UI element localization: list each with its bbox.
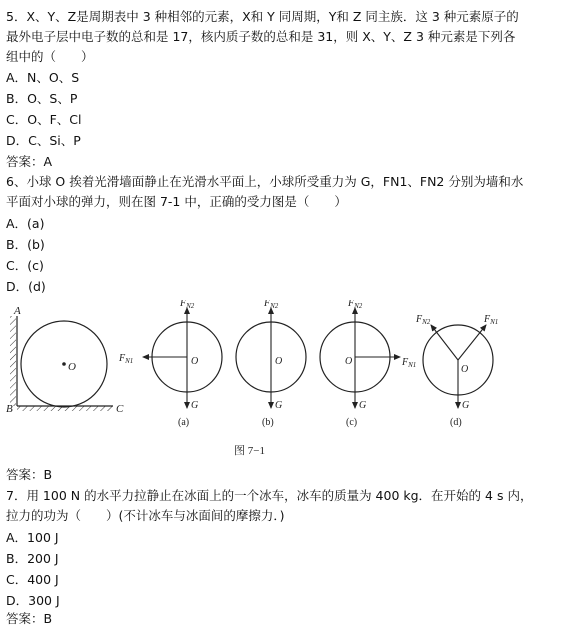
q5-option-c: C．O、F、Cl: [6, 112, 82, 127]
q5-answer: 答案：A: [6, 154, 53, 169]
svg-text:G: G: [275, 400, 283, 411]
svg-text:FN1: $F_{N1}$: [119, 353, 134, 365]
figure-caption: 图 7−1: [234, 445, 265, 457]
svg-text:O: O: [191, 356, 199, 367]
svg-text:O: O: [275, 356, 283, 367]
q6-stem-line1: 6、小球 O 挨着光滑墙面静止在光滑水平面上，小球所受重力为 G，FN1、FN2 分别为墙和水: [6, 174, 524, 189]
floor-left-label: B: [6, 403, 13, 415]
q7-stem-line2: 拉力的功为（ ）(不计冰车与冰面间的摩擦力．): [6, 508, 285, 523]
svg-text:FN2: $F_{N2}$: [348, 300, 363, 310]
q5-stem-line1: 5．X、Y、Z是周期表中 3 种相邻的元素，X和 Y 同周期，Y和 Z 同主族．这 3 种元素原子的: [6, 9, 519, 24]
setup-diagram: [6, 305, 124, 415]
svg-text:FN2: $F_{N2}$: [264, 300, 279, 310]
q5-option-d: D．C、Si、P: [6, 133, 81, 148]
svg-text:FN2: $F_{N2}$: [180, 300, 195, 310]
q6-option-a: A．(a): [6, 216, 45, 231]
svg-text:FN2: $F_{N2}$: [416, 314, 431, 326]
svg-text:(a): (a): [178, 417, 190, 428]
q7-stem-line1: 7．用 100 N 的水平力拉静止在冰面上的一个冰车，冰车的质量为 400 kg．在开始的 4 s 内，: [6, 488, 533, 503]
svg-text:G: G: [462, 400, 470, 411]
wall-label: A: [14, 305, 21, 317]
floor-right-label: C: [116, 403, 124, 415]
q7-option-b: B．200 J: [6, 551, 59, 566]
svg-text:G: G: [359, 400, 367, 411]
q7-option-d: D．300 J: [6, 593, 60, 608]
q5-option-b: B．O、S、P: [6, 91, 78, 106]
q7-option-a: A．100 J: [6, 530, 59, 545]
svg-text:O: O: [461, 364, 469, 375]
q6-option-d: D．(d): [6, 279, 46, 294]
svg-text:(b): (b): [262, 417, 274, 428]
svg-text:(c): (c): [346, 417, 358, 428]
q6-stem-line2: 平面对小球的弹力，则在图 7-1 中，正确的受力图是（ ）: [6, 194, 347, 209]
ball-center: [62, 362, 66, 366]
svg-text:G: G: [191, 400, 199, 411]
force-diagram-figure: [6, 300, 566, 460]
ball-label: O: [68, 361, 76, 373]
subfigure-c: [320, 300, 416, 428]
q5-option-a: A．N、O、S: [6, 70, 80, 85]
q6-answer: 答案：B: [6, 467, 53, 482]
svg-text:O: O: [345, 356, 353, 367]
q6-option-c: C．(c): [6, 258, 44, 273]
svg-text:FN1: $F_{N1}$: [484, 314, 499, 326]
q6-option-b: B．(b): [6, 237, 45, 252]
q7-option-c: C．400 J: [6, 572, 59, 587]
subfigure-a: [118, 300, 222, 428]
q5-stem-line2: 最外电子层中电子数的总和是 17，核内质子数的总和是 31，则 X、Y、Z 3 种元素是下列各: [6, 29, 516, 44]
svg-text:(d): (d): [450, 417, 462, 428]
q5-stem-line3: 组中的（ ）: [6, 49, 94, 64]
q7-answer: 答案：B: [6, 611, 53, 626]
wall-hatch: [10, 316, 16, 406]
subfigure-b: [236, 300, 306, 428]
subfigure-d: [415, 314, 498, 428]
svg-text:FN1: $F_{N1}$: [402, 357, 417, 369]
